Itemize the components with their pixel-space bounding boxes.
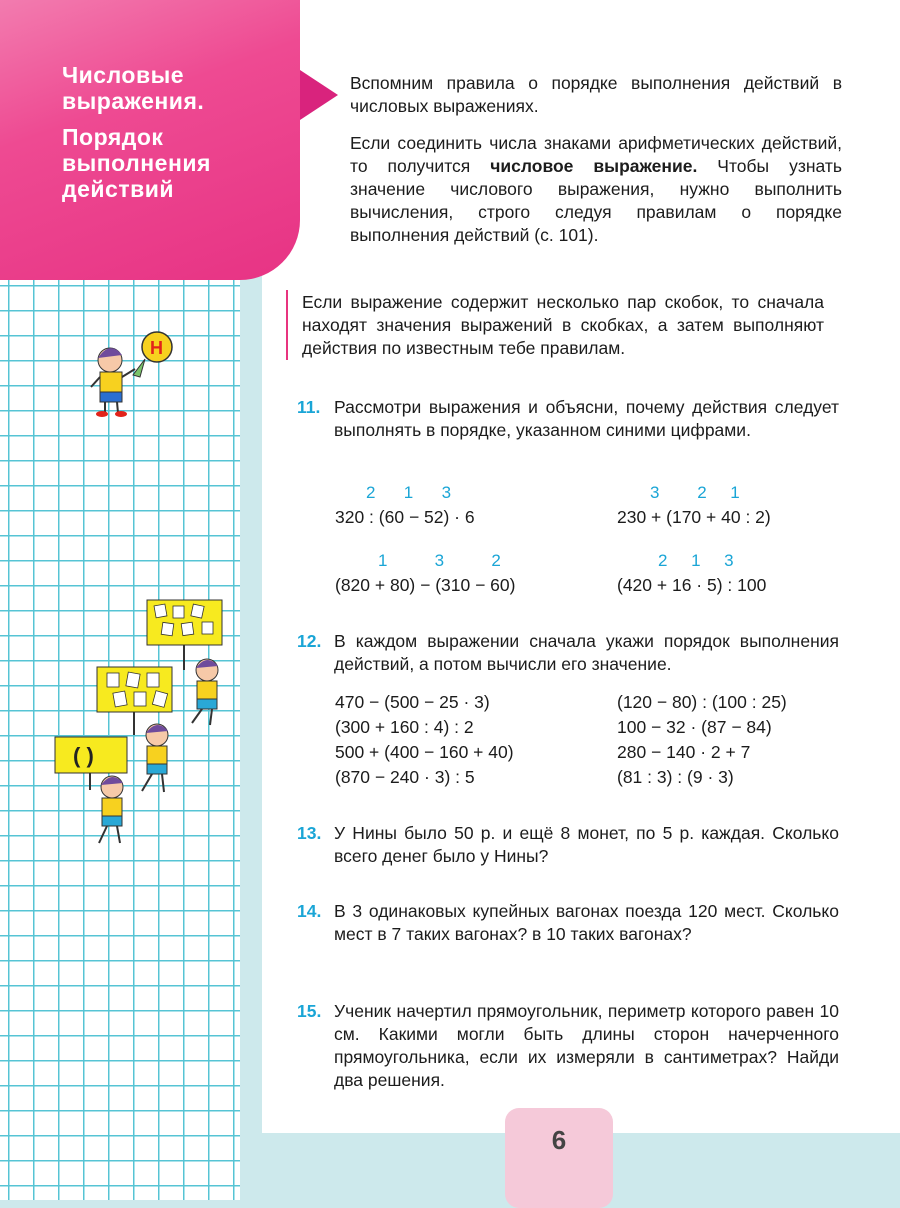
expression: 230 + (170 + 40 : 2) <box>617 507 771 527</box>
task-12-number: 12. <box>297 631 322 651</box>
badge-letter: Н <box>150 338 163 358</box>
task-15-number: 15. <box>297 1001 322 1021</box>
definition-term: числовое выражение. <box>490 156 698 176</box>
task-13-text: У Нины было 50 р. и ещё 8 монет, по 5 р. каждая. Сколько всего денег было у Нины? <box>334 823 839 866</box>
definition-text-a: Если соединить числа знаками арифметических действий, то получится <box>350 133 842 176</box>
order-digits: 2 1 3 <box>658 551 734 570</box>
rule-text: Если выражение содержит несколько пар скобок, то сначала находят значения выражений в скобках, а затем выполняют действия по известным тебе правилам. <box>302 292 824 358</box>
expression: 320 : (60 − 52) · 6 <box>335 507 475 527</box>
order-digits: 1 3 2 <box>378 551 501 570</box>
expression: 500 + (400 − 160 + 40) <box>335 742 514 762</box>
expression: 470 − (500 − 25 · 3) <box>335 692 490 712</box>
section-title <box>62 62 232 212</box>
expression: (420 + 16 · 5) : 100 <box>617 575 767 595</box>
expression: (120 − 80) : (100 : 25) <box>617 692 787 712</box>
task-14-number: 14. <box>297 901 322 921</box>
task-14-text: В 3 одинаковых купейных вагонах поезда 120 мест. Сколько мест в 7 таких вагонах? в 10 таких вагонах? <box>334 901 839 944</box>
section-title-line1: Числовые выражения. <box>62 62 205 114</box>
definition-paragraph <box>350 132 842 247</box>
order-digits: 2 1 3 <box>366 483 452 502</box>
rule-marker <box>286 290 288 360</box>
task-11-number: 11. <box>297 397 321 417</box>
kids-with-signs-illustration <box>52 595 232 850</box>
page-number-tab <box>505 1108 613 1208</box>
expression: (820 + 80) − (310 − 60) <box>335 575 516 595</box>
task-15-text: Ученик начертил прямоугольник, периметр которого равен 10 см. Какими могли быть длины сторон начерченного прямоугольника, если их измеряли в сантиметрах? Найди два решения. <box>334 1001 839 1090</box>
intro-text: Вспомним правила о порядке выполнения действий в числовых выражениях. <box>350 73 842 116</box>
boy-with-flag-illustration <box>85 325 185 420</box>
expression: (300 + 160 : 4) : 2 <box>335 717 474 737</box>
page-number: 6 <box>551 1125 567 1155</box>
expression: (81 : 3) : (9 · 3) <box>617 767 734 787</box>
triangle-marker-icon <box>300 70 338 120</box>
order-digits: 3 2 1 <box>650 483 740 502</box>
definition-text-b: Чтобы узнать значение числового выражения, нужно выполнить вычисления, строго следуя правилам о порядке выполнения действий (с. 101). <box>350 156 842 245</box>
section-title-line2: Порядок выполнения действий <box>62 124 211 202</box>
expression: (870 − 240 · 3) : 5 <box>335 767 475 787</box>
sign-parentheses: ( ) <box>73 743 94 768</box>
task-13-number: 13. <box>297 823 322 843</box>
expression: 100 − 32 · (87 − 84) <box>617 717 772 737</box>
task-12-text: В каждом выражении сначала укажи порядок выполнения действий, а потом вычисли его значение. <box>334 631 839 674</box>
expression: 280 − 140 · 2 + 7 <box>617 742 751 762</box>
task-11-text: Рассмотри выражения и объясни, почему действия следует выполнять в порядке, указанном синими цифрами. <box>334 397 839 440</box>
